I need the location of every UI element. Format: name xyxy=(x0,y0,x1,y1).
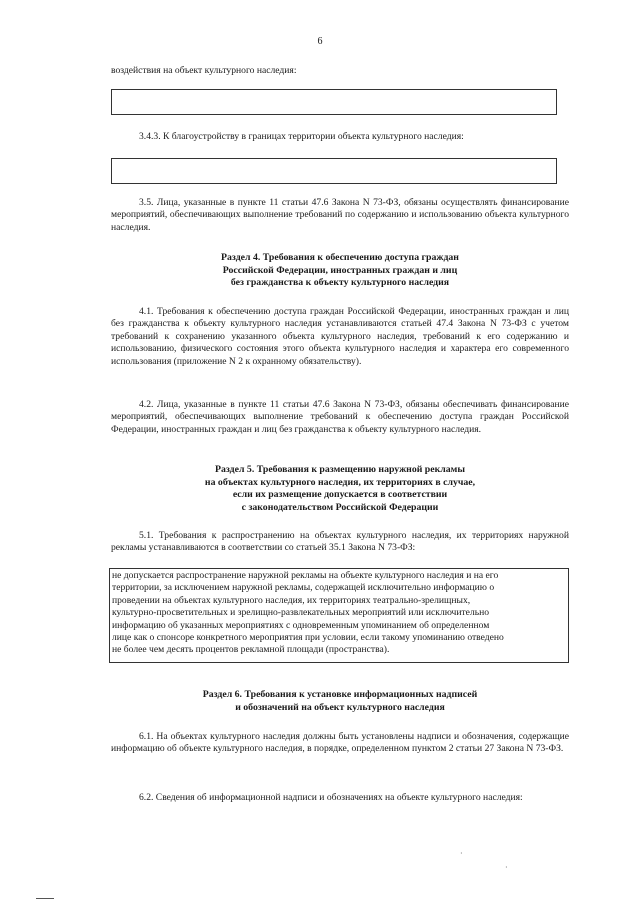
clause-4-2: 4.2. Лица, указанные в пункте 11 статьи 47.6 Закона N 73-ФЗ, обязаны обеспечивать финансирование мероприятий, обеспечивающих выполнение требований к обеспечению доступа граждан Российской Федерации, иностранных граждан и лиц без гражданства к объекту культурного наследия. xyxy=(111,399,569,435)
clause-3-5: 3.5. Лица, указанные в пункте 11 статьи 47.6 Закона N 73-ФЗ, обязаны осуществлять финансирование мероприятий, обеспечивающих выполнение требований по содержанию и использованию объекта культурного наследия. xyxy=(111,197,569,233)
framed-line: культурно-просветительных и зрелищно-развлекательных мероприятий или исключительно xyxy=(112,607,490,619)
section-5-heading-line: на объектах культурного наследия, их территориях в случае, xyxy=(204,476,476,488)
intro-line: воздействия на объект культурного наследия: xyxy=(111,65,297,76)
framed-line: не более чем десять процентов рекламной площади (пространства). xyxy=(112,644,390,656)
framed-line: информацию об указанных мероприятиях с одновременным упоминанием об определенном xyxy=(112,619,490,631)
scan-mark: · xyxy=(505,863,508,872)
section-4-heading-line: Российской Федерации, иностранных граждан и лиц xyxy=(222,264,458,276)
clause-3-4-3: 3.4.3. К благоустройству в границах территории объекта культурного наследия: xyxy=(139,131,464,142)
clause-6-1: 6.1. На объектах культурного наследия должны быть установлены надписи и обозначения, содержащие информацию об объекте культурного наследия, в порядке, определенном пунктом 2 статьи 27 Закона N 73-ФЗ. xyxy=(111,731,569,755)
section-6-heading-line: Раздел 6. Требования к установке информационных надписей xyxy=(202,689,478,700)
section-5-heading-line: Раздел 5. Требования к размещению наружной рекламы xyxy=(215,464,465,475)
section-5-heading-line: с законодательством Российской Федерации xyxy=(241,501,439,513)
framed-line: территории, за исключением наружной рекламы, содержащей исключительно информацию о xyxy=(112,582,495,594)
section-4-heading-line: Раздел 4. Требования к обеспечению доступа граждан xyxy=(221,252,459,263)
section-5-heading-line: если их размещение допускается в соответствии xyxy=(232,489,448,501)
advertising-restriction-box xyxy=(109,568,569,663)
clause-6-2: 6.2. Сведения об информационной надписи и обозначениях на объекте культурного наследия: xyxy=(139,792,523,803)
scan-edge-line xyxy=(36,898,54,899)
empty-field-landscaping xyxy=(111,158,557,184)
clause-4-1: 4.1. Требования к обеспечению доступа граждан Российской Федерации, иностранных граждан и лиц без гражданства к объекту культурного наследия устанавливаются статьей 47.4 Закона N 73-ФЗ с учетом требований к сохранению указанного объекта культурного наследия, требований к его содержанию и использованию, физического состояния этого объекта культурного наследия и характера его современного использования (приложение N 2 к охранному обязательству). xyxy=(111,306,569,367)
section-4-heading-line: без гражданства к объекту культурного наследия xyxy=(230,277,450,289)
framed-line: не допускается распространение наружной рекламы на объекте культурного наследия и на его xyxy=(112,570,499,581)
section-6-heading xyxy=(111,689,569,714)
empty-field-impact xyxy=(111,89,557,115)
scan-mark: · xyxy=(460,849,463,858)
section-6-heading-line: и обозначений на объект культурного наследия xyxy=(235,701,445,713)
section-5-heading xyxy=(111,464,569,514)
framed-line: проведении на объектах культурного наследия, их территориях театрально-зрелищных, xyxy=(112,594,471,606)
page-number: 6 xyxy=(317,36,323,47)
section-4-heading xyxy=(111,252,569,290)
clause-5-1: 5.1. Требования к распространению на объектах культурного наследия, их территориях наружной рекламы устанавливаются в соответствии со статьей 35.1 Закона N 73-ФЗ: xyxy=(111,530,569,554)
framed-line: лице как о спонсоре конкретного мероприятия при условии, если такому упоминанию отведено xyxy=(112,632,504,644)
